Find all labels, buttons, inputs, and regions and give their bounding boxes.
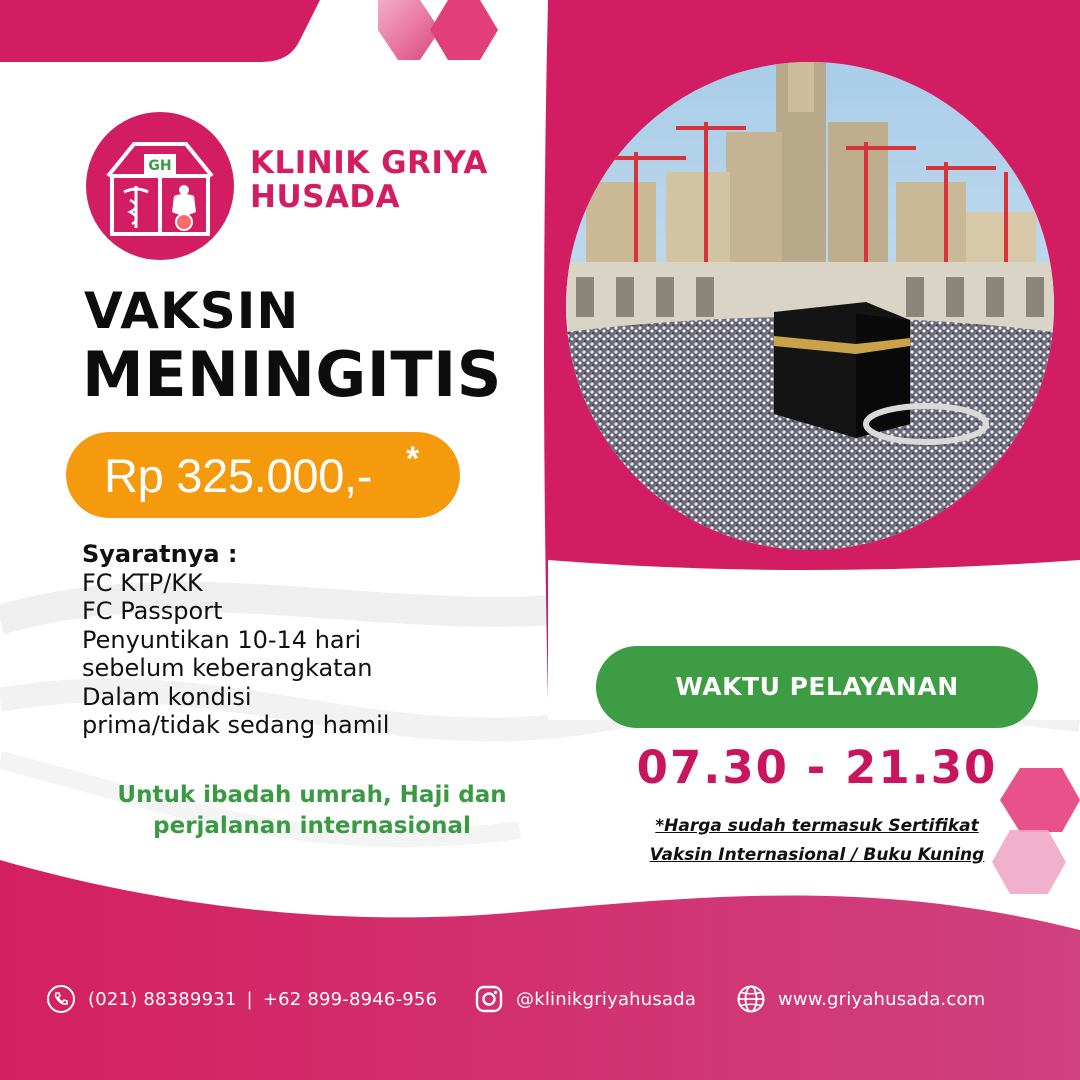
purpose-text — [82, 780, 542, 842]
requirements-list — [82, 540, 502, 740]
service-time-label: WAKTU PELAYANAN — [675, 672, 959, 701]
instagram-icon — [474, 984, 504, 1014]
purpose-line2: perjalanan internasional — [153, 813, 471, 839]
footer-instagram-handle[interactable]: @klinikgriyahusada — [516, 988, 697, 1010]
footer-website[interactable] — [736, 983, 985, 1015]
purpose-line1: Untuk ibadah umrah, Haji dan — [117, 782, 507, 808]
footer-phone1[interactable]: (021) 88389931 — [88, 988, 237, 1010]
clinic-house-logo-icon — [104, 134, 216, 238]
title-line1: VAKSIN — [84, 282, 300, 340]
price-note-line1: *Harga sudah termasuk Sertifikat — [655, 816, 979, 836]
requirement-item: Penyuntikan 10-14 hari — [82, 625, 362, 654]
title-line2: MENINGITIS — [82, 338, 502, 411]
price-asterisk: * — [406, 440, 420, 478]
requirement-item: FC Passport — [82, 597, 223, 625]
requirement-item: prima/tidak sedang hamil — [82, 711, 390, 739]
requirement-item: Dalam kondisi — [82, 682, 252, 711]
svg-text:GH: GH — [148, 158, 172, 174]
footer-instagram[interactable] — [474, 983, 696, 1015]
brand-name-line2: HUSADA — [250, 179, 401, 215]
price-text: Rp 325.000,- — [104, 449, 373, 502]
footer-phone — [46, 983, 437, 1015]
globe-icon — [736, 984, 766, 1014]
brand-name-line1: KLINIK GRIYA — [250, 145, 488, 181]
footer-separator: | — [246, 988, 253, 1010]
price-note — [600, 812, 1034, 870]
footer-phone2[interactable]: +62 899-8946-956 — [262, 988, 438, 1010]
brand-name — [250, 146, 550, 214]
footer-website-url[interactable]: www.griyahusada.com — [778, 988, 986, 1010]
price-note-line2: Vaksin Internasional / Buku Kuning — [649, 845, 985, 865]
requirements-heading: Syaratnya : — [82, 540, 238, 568]
logo-badge — [86, 112, 234, 260]
service-hours: 07.30 - 21.30 — [636, 741, 998, 794]
requirement-item: FC KTP/KK — [82, 568, 203, 597]
phone-icon — [46, 984, 76, 1014]
kaaba-illustration — [566, 62, 1054, 550]
kaaba-photo — [566, 62, 1054, 550]
requirement-item: sebelum keberangkatan — [82, 654, 373, 682]
